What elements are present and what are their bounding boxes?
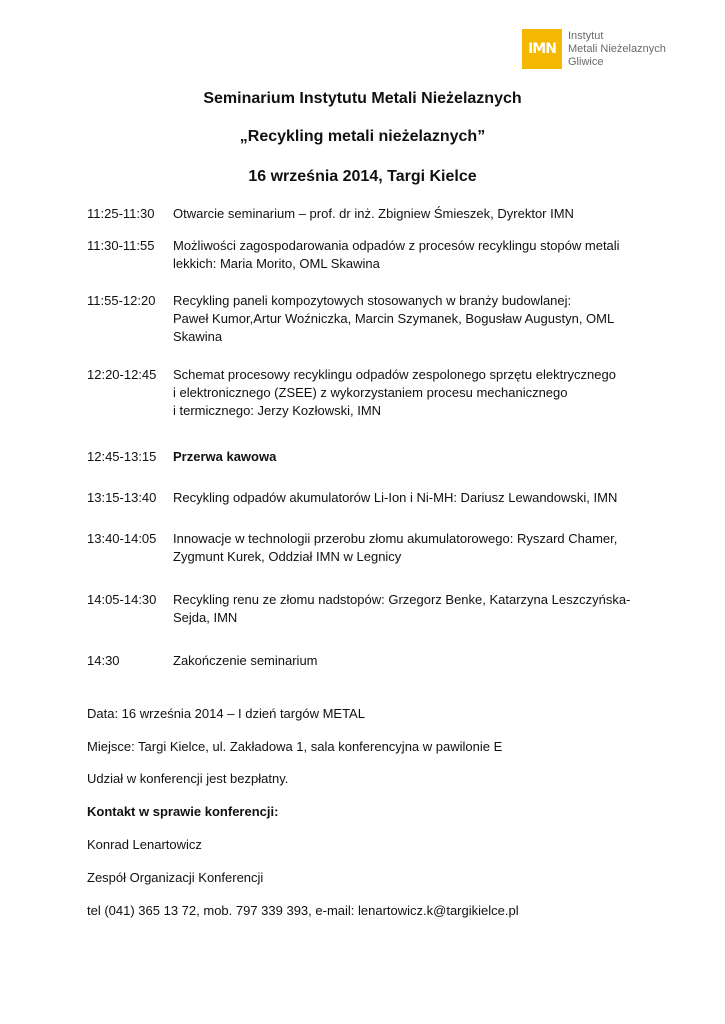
agenda-line: Recykling odpadów akumulatorów Li-Ion i Ni-MH: Dariusz Lewandowski, IMN	[173, 490, 618, 505]
agenda-line: Skawina	[173, 329, 223, 344]
agenda-description	[173, 366, 643, 420]
logo-line: Instytut	[568, 30, 604, 42]
agenda-line: i termicznego: Jerzy Kozłowski, IMN	[173, 403, 382, 418]
agenda-line: i elektronicznego (ZSEE) z wykorzystaniem procesu mechanicznego	[173, 385, 568, 400]
agenda-description	[173, 652, 643, 670]
agenda-time: 11:25-11:30	[87, 206, 155, 221]
agenda-description	[173, 530, 643, 566]
agenda-line: Zygmunt Kurek, Oddział IMN w Legnicy	[173, 549, 402, 564]
seminar-subtitle: „Recykling metali nieżelaznych”	[239, 128, 486, 145]
imn-logo-mark: IMN	[522, 29, 562, 69]
event-fee-note: Udział w konferencji jest bezpłatny.	[87, 771, 289, 786]
contact-team: Zespół Organizacji Konferencji	[87, 870, 264, 885]
agenda-time: 11:55-12:20	[87, 293, 156, 308]
logo-line: Gliwice	[568, 56, 604, 68]
agenda-line: Recykling paneli kompozytowych stosowanych w branży budowlanej:	[173, 293, 572, 308]
agenda-time: 14:30	[87, 653, 120, 668]
agenda-time: 12:20-12:45	[87, 367, 157, 382]
agenda-time: 14:05-14:30	[87, 592, 157, 607]
agenda-time: 13:40-14:05	[87, 531, 157, 546]
agenda-description	[173, 205, 643, 223]
agenda-line: Zakończenie seminarium	[173, 653, 318, 668]
seminar-title: Seminarium Instytutu Metali Nieżelaznych	[203, 90, 522, 107]
contact-name: Konrad Lenartowicz	[87, 837, 202, 852]
contact-heading: Kontakt w sprawie konferencji:	[87, 804, 279, 819]
agenda-line: Innowacje w technologii przerobu złomu akumulatorowego: Ryszard Chamer,	[173, 531, 618, 546]
agenda-line: lekkich: Maria Morito, OML Skawina	[173, 256, 380, 271]
logo-line: Metali Nieżelaznych	[568, 43, 666, 55]
agenda-time: 11:30-11:55	[87, 238, 155, 253]
logo-text	[568, 30, 666, 69]
contact-phone-email: tel (041) 365 13 72, mob. 797 339 393, e-mail: lenartowicz.k@targikielce.pl	[87, 903, 519, 918]
agenda-time: 12:45-13:15	[87, 449, 157, 464]
agenda-line: Otwarcie seminarium – prof. dr inż. Zbigniew Śmieszek, Dyrektor IMN	[173, 206, 574, 221]
agenda-description	[173, 292, 643, 346]
agenda-description	[173, 448, 643, 466]
agenda-description	[173, 237, 643, 273]
event-date: Data: 16 września 2014 – I dzień targów METAL	[87, 706, 365, 721]
agenda-time: 13:15-13:40	[87, 490, 157, 505]
agenda-line: Recykling renu ze złomu nadstopów: Grzegorz Benke, Katarzyna Leszczyńska-	[173, 592, 631, 607]
agenda-line: Możliwości zagospodarowania odpadów z procesów recyklingu stopów metali	[173, 238, 620, 253]
agenda-description	[173, 591, 643, 627]
seminar-date-place: 16 września 2014, Targi Kielce	[248, 168, 477, 185]
agenda-line: Sejda, IMN	[173, 610, 238, 625]
agenda-line: Paweł Kumor,Artur Woźniczka, Marcin Szymanek, Bogusław Augustyn, OML	[173, 311, 615, 326]
agenda-description	[173, 489, 643, 507]
event-location: Miejsce: Targi Kielce, ul. Zakładowa 1, sala konferencyjna w pawilonie E	[87, 739, 503, 754]
agenda-line: Schemat procesowy recyklingu odpadów zespolonego sprzętu elektrycznego	[173, 367, 616, 382]
institute-logo	[522, 29, 682, 73]
agenda-line: Przerwa kawowa	[173, 449, 277, 464]
